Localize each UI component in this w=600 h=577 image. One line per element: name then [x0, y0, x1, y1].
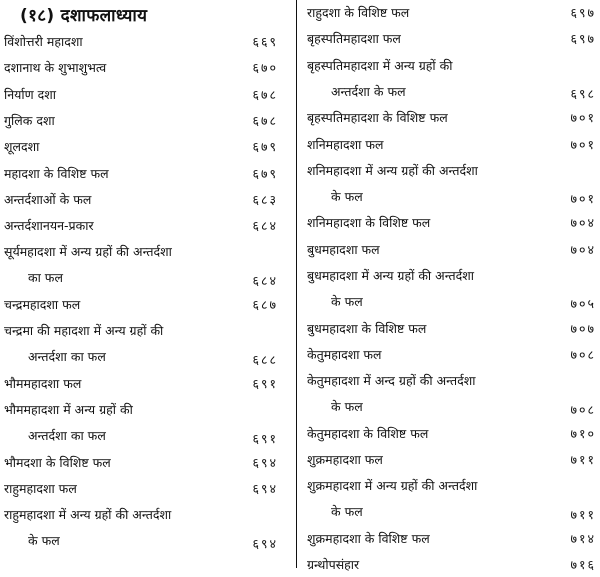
toc-entry	[307, 238, 380, 262]
toc-entry-title: शनिमहादशा के विशिष्ट फल	[307, 215, 431, 231]
toc-entry	[4, 162, 109, 186]
toc-entry	[307, 369, 476, 419]
toc-page-number: ७१४	[570, 531, 596, 546]
toc-entry	[4, 240, 172, 290]
toc-page-number: ७०४	[570, 241, 596, 257]
toc-entry-title: अन्तर्दशानयन-प्रकार	[4, 218, 94, 234]
toc-entry-title-continued: अन्तर्दशा के फल	[331, 83, 406, 99]
toc-entry-title: राहुमहादशा में अन्य ग्रहों की अन्तर्दशा	[4, 507, 172, 523]
toc-page-number: ७११	[570, 452, 596, 468]
toc-entry-title: शुक्रमहादशा में अन्य ग्रहों की अन्तर्दशा	[307, 478, 478, 494]
toc-entry-title: दशानाथ के शुभाशुभत्व	[4, 60, 107, 76]
toc-entry	[4, 503, 171, 553]
toc-entry	[307, 1, 409, 25]
toc-entry-title: बुधमहादशा के विशिष्ट फल	[307, 320, 427, 336]
toc-page-number: ७०८	[570, 401, 596, 417]
toc-entry	[307, 448, 383, 472]
toc-entry	[307, 211, 430, 235]
toc-page-number: ६७८	[252, 86, 278, 102]
toc-entry-title-continued: का फल	[28, 270, 63, 286]
toc-entry-title: भौममहादशा में अन्य ग्रहों की	[4, 402, 133, 418]
toc-page-number: ६८४	[252, 272, 278, 288]
toc-entry	[4, 319, 163, 369]
toc-page-number: ६७०	[252, 60, 278, 76]
toc-entry-title: चन्द्रमा की महादशा में अन्य ग्रहों की	[4, 323, 164, 339]
toc-entry	[307, 317, 426, 341]
toc-entry-title: बुधमहादशा में अन्य ग्रहों की अन्तर्दशा	[307, 268, 475, 283]
toc-entry-title: भौमदशा के विशिष्ट फल	[4, 454, 111, 470]
toc-page-number: ६६९	[252, 34, 278, 49]
toc-entry-title: भौममहादशा फल	[4, 375, 82, 391]
toc-page-number: ६९७	[570, 31, 596, 47]
toc-entry	[4, 451, 111, 475]
toc-entry	[307, 343, 382, 367]
toc-entry-title: शुक्रमहादशा के विशिष्ट फल	[307, 531, 430, 546]
toc-page-number: ६७९	[252, 139, 278, 155]
toc-page-number: ७०७	[570, 320, 596, 336]
toc-entry	[307, 106, 448, 130]
toc-entry-title: ग्रन्थोपसंहार	[307, 557, 360, 573]
toc-entry-title: अन्तर्दशाओं के फल	[4, 191, 92, 207]
toc-entry-title-continued: अन्तर्दशा का फल	[28, 428, 106, 444]
toc-page-number: ७१६	[570, 557, 596, 573]
toc-entry	[4, 109, 55, 133]
toc-entry-title: शूलदशा	[4, 139, 40, 155]
toc-page-number: ६९४	[252, 481, 278, 497]
toc-entry-title: चन्द्रमहादशा फल	[4, 297, 81, 312]
toc-entry	[307, 527, 430, 551]
toc-entry-title: केतुमहादशा फल	[307, 346, 382, 362]
toc-page-number: ६८८	[252, 351, 278, 367]
column-divider	[296, 0, 297, 568]
toc-page-number: ६९१	[252, 430, 278, 446]
toc-entry-title: बुधमहादशा फल	[307, 241, 380, 257]
toc-entry-title-continued: के फल	[331, 188, 363, 204]
toc-page-number: ६८७	[252, 297, 278, 312]
toc-page-number: ७०८	[570, 346, 596, 362]
toc-entry-title: विंशोत्तरी महादशा	[4, 34, 83, 49]
toc-page-number: ७०४	[570, 215, 596, 231]
toc-entry	[307, 264, 474, 314]
toc-entry-title: सूर्यमहादशा में अन्य ग्रहों की अन्तर्दशा	[4, 244, 172, 260]
toc-entry-title: महादशा के विशिष्ट फल	[4, 165, 109, 181]
toc-entry	[4, 372, 81, 396]
toc-entry-title-continued: अन्तर्दशा का फल	[28, 349, 106, 365]
toc-page-number: ६८३	[252, 191, 278, 207]
toc-entry-title: गुलिक दशा	[4, 112, 55, 128]
toc-entry-title: शुक्रमहादशा फल	[307, 452, 383, 468]
toc-page-number: ७०१	[570, 191, 596, 207]
toc-page-number: ७०१	[570, 110, 596, 126]
toc-entry	[307, 422, 428, 446]
toc-entry-title: राहुदशा के विशिष्ट फल	[307, 5, 410, 20]
toc-entry-title: केतुमहादशा में अन्द ग्रहों की अन्तर्दशा	[307, 373, 476, 389]
toc-entry	[4, 477, 77, 501]
toc-entry-title: बृहस्पतिमहादशा फल	[307, 31, 401, 47]
toc-entry	[307, 27, 401, 51]
toc-entry-title-continued: के फल	[28, 533, 60, 549]
toc-entry-title: शनिमहादशा फल	[307, 136, 384, 152]
toc-entry	[307, 133, 384, 157]
toc-page-number: ६७९	[252, 165, 278, 181]
toc-page-number: ७०५	[570, 296, 596, 312]
toc-entry	[4, 56, 106, 80]
toc-page-number: ६९१	[252, 375, 278, 391]
toc-entry-title: बृहस्पतिमहादशा के विशिष्ट फल	[307, 110, 448, 126]
toc-entry	[4, 398, 133, 448]
toc-entry-title-continued: के फल	[331, 399, 363, 415]
toc-page-number: ६९८	[570, 85, 596, 101]
toc-entry	[4, 83, 56, 107]
toc-page-number: ७१०	[570, 425, 596, 441]
toc-entry	[4, 30, 83, 54]
toc-page-number: ६८४	[252, 218, 278, 234]
toc-entry	[307, 54, 452, 104]
toc-entry	[4, 293, 80, 317]
toc-page-number: ६९४	[252, 454, 278, 470]
toc-entry	[307, 474, 477, 524]
toc-entry	[4, 214, 94, 238]
toc-entry	[307, 553, 359, 577]
toc-entry-title: शनिमहादशा में अन्य ग्रहों की अन्तर्दशा	[307, 162, 478, 178]
toc-entry-title: बृहस्पतिमहादशा में अन्य ग्रहों की	[307, 57, 453, 73]
toc-page-number: ६७८	[252, 112, 278, 128]
toc-page-number: ७११	[570, 506, 596, 522]
toc-entry	[4, 135, 39, 159]
toc-entry-title: निर्याण दशा	[4, 86, 57, 102]
toc-page-number: ७०१	[570, 136, 596, 152]
toc-entry-title-continued: के फल	[331, 294, 363, 309]
toc-entry-title: केतुमहादशा के विशिष्ट फल	[307, 425, 429, 441]
toc-page-number: ६९७	[570, 5, 596, 20]
toc-page-number: ६९४	[252, 535, 278, 551]
toc-entry	[307, 159, 478, 209]
toc-entry-title-continued: के फल	[331, 504, 363, 520]
toc-entry-title: राहुमहादशा फल	[4, 481, 77, 497]
toc-entry	[4, 188, 91, 212]
chapter-heading: (१८) दशाफलाध्याय	[20, 6, 148, 26]
